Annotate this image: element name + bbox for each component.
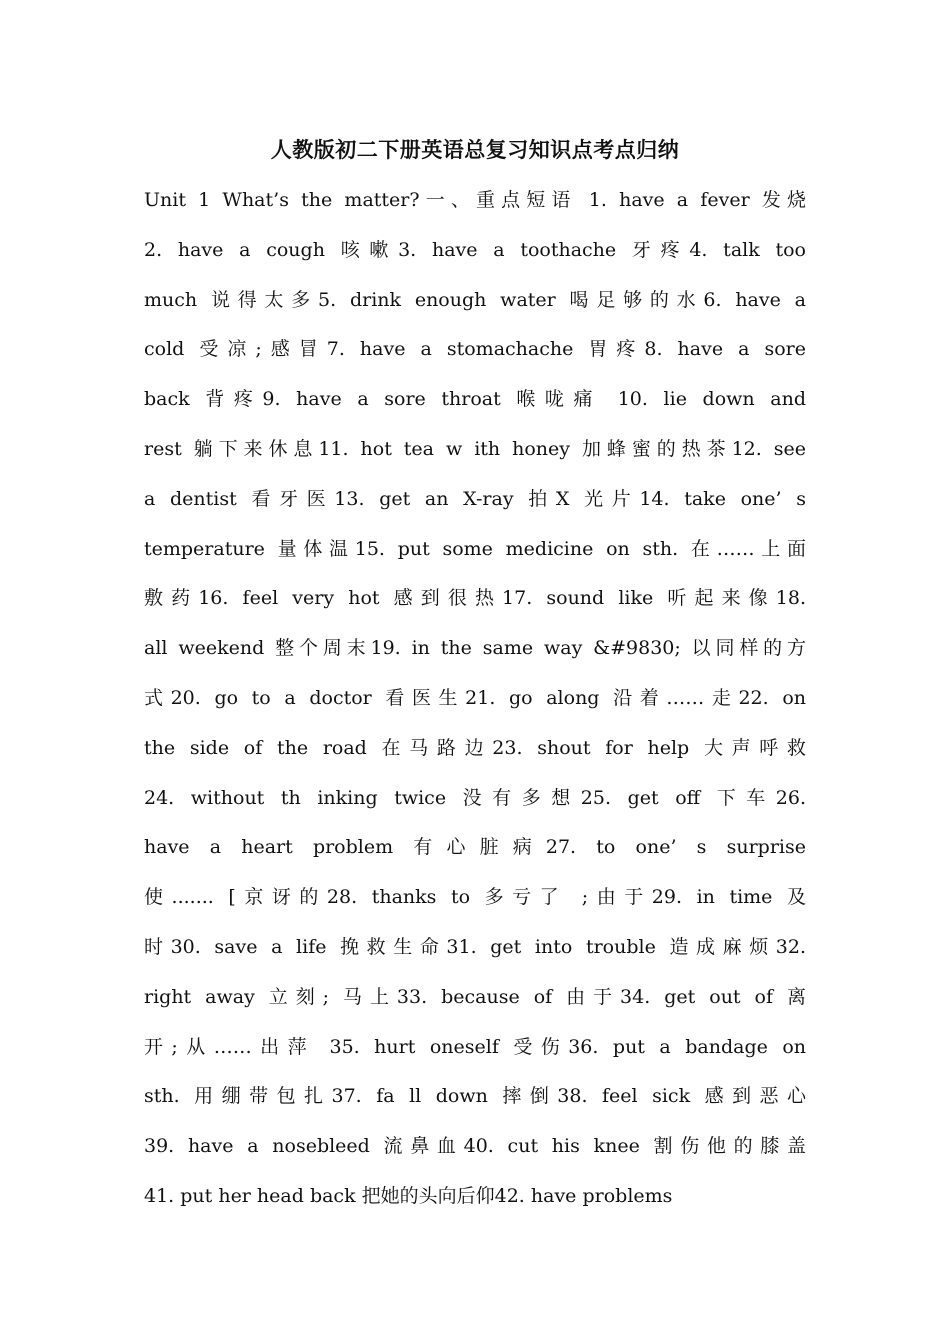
text-line: 开;从……出萍 35. hurt oneself 受伤36. put a bandage on [144,1035,806,1058]
text-line: 敷药16. feel very hot 感到很热17. sound like 听起来像18. [144,587,806,610]
text-line: temperature 量体温15. put some medicine on sth. 在……上面 [144,537,806,560]
text-line: 时30. save a life 挽救生命31. get into trouble 造成麻烦32. [144,935,806,958]
text-line: 39. have a nosebleed 流鼻血40. cut his knee 割伤他的膝盖 [144,1135,806,1158]
text-line: right away 立刻; 马上33. because of 由于34. get out of 离 [144,985,806,1008]
text-line: Unit 1 What’s the matter?一、重点短语 1. have a fever 发烧 [144,189,806,211]
text-line: sth. 用绷带包扎37. fa ll down 摔倒38. feel sick 感到恶心 [144,1085,806,1108]
text-line: 2. have a cough 咳嗽3. have a toothache 牙疼4. talk too [144,238,806,261]
text-line: much 说得太多5. drink enough water 喝足够的水6. have a [144,288,806,311]
text-line: a dentist 看牙医13. get an X-ray 拍X 光片14. take one’ s [144,487,806,510]
text-line: all weekend 整个周末19. in the same way &#9830; 以同样的方 [144,637,806,660]
text-line: back 背疼9. have a sore throat 喉咙痛 10. lie down and [144,388,806,411]
text-line: cold 受凉;感冒7. have a stomachache 胃疼8. have a sore [144,338,806,361]
document-title: 人教版初二下册英语总复习知识点考点归纳 [270,138,680,162]
text-line: rest 躺下来休息11. hot tea w ith honey 加蜂蜜的热茶12. see [144,437,806,460]
text-line: the side of the road 在马路边23. shout for help 大声呼救 [144,736,806,759]
text-line: 24. without th inking twice 没有多想25. get off 下车26. [144,786,806,809]
text-line: 使....... [京讶的28. thanks to 多亏了 ;由于29. in time 及 [144,886,806,909]
document-body [144,185,806,1231]
text-line: 式20. go to a doctor 看医生21. go along 沿着……走22. on [144,686,806,709]
text-line: have a heart problem 有心脏病27. to one’ s surprise [144,836,806,859]
text-line: 41. put her head back 把她的头向后仰42. have problems [144,1184,673,1207]
